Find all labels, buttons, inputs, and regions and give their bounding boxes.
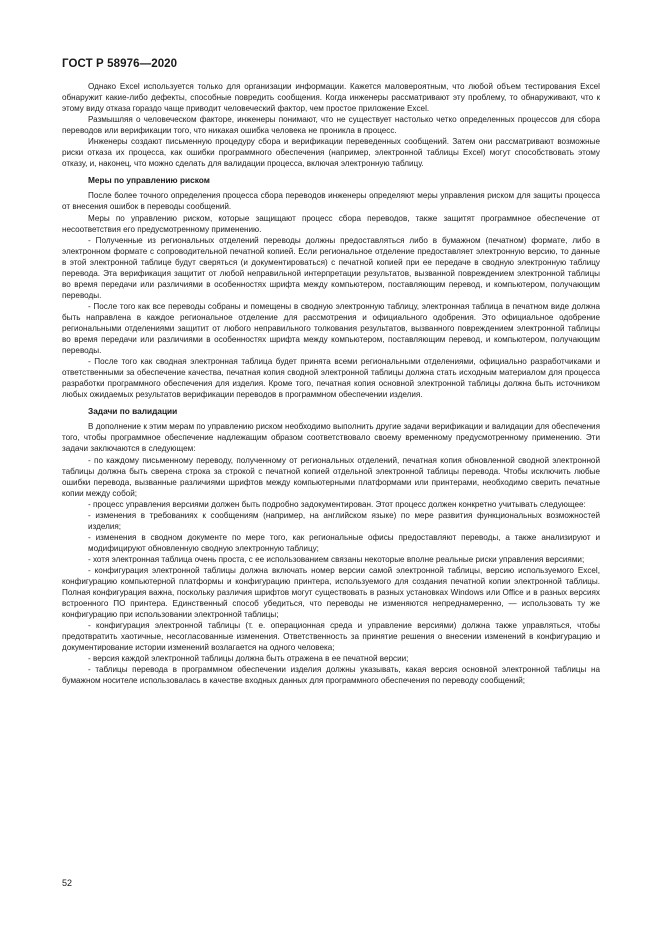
list-item: - Полученные из региональных отделений переводы должны предоставляться либо в бумажном (печатном) формате, либо в электронном формате с сопроводительной печатной копией. Если региональное отделение предоставляет электронную версию, то данные в этой электронной таблице будут сверяться (и документироваться) с печатной копией при ее передаче в сводную электронную таблицу перевода. Эта верификация защитит от любой неправильной интерпретации результатов, вызванной повреждением электронной таблицы во время передачи или различиями в особенностях шрифта между компьютером, поставляющим перевод, и компьютером, получающим переводы. [62, 235, 600, 300]
sub-list-item: - изменения в требованиях к сообщениям (например, на английском языке) по мере развития функциональных возможностей изделия; [88, 510, 600, 531]
paragraph: Однако Excel используется только для организации информации. Кажется маловероятным, что любой объем тестирования Excel обнаружит какие-либо дефекты, способные повредить сообщения. Когда инженеры рассматривают эту проблему, то обнаруживают, что к этому виду отказа гораздо чаще приводит человеческий фактор, чем простое приложение Excel. [62, 82, 600, 114]
list-item: - конфигурация электронной таблицы (т. е. операционная среда и управление версиями) должна также управляться, чтобы предотвратить хаотичные, несогласованные изменения. Ответственность за принятие решения о внесении изменений в конфигурацию и документирование истории изменений возлагается на одного человека; [62, 621, 600, 653]
page-number: 52 [62, 878, 73, 888]
list-item: - процесс управления версиями должен быть подробно задокументирован. Этот процесс должен конкретно учитывать следующее: [88, 499, 586, 509]
paragraph: Инженеры создают письменную процедуру сбора и верификации переведенных сообщений. Затем они рассматривают возможные риски отказа их процесса, как ошибки программного обеспечения (например, электронной таблицы Excel) могут способствовать этому отказу, и, наконец, что можно сделать для валидации процесса, включая электронную таблицу. [62, 137, 600, 169]
list-item: - по каждому письменному переводу, полученному от региональных отделений, печатная копия обновленной сводной электронной таблицы должна быть сверена строка за строкой с печатной копией отдельной электронной таблицы перевода. Чтобы исключить любые ошибки перевода, вызванные различиями шрифтов между компьютерными платформами или принтерами, необходимо сверить печатные копии между собой; [62, 455, 600, 498]
paragraph: После более точного определения процесса сбора переводов инженеры определяют меры управления риском для защиты процесса от внесения ошибок в переводы сообщений. [62, 191, 600, 212]
sub-list-item: - изменения в сводном документе по мере того, как региональные офисы предоставляют переводы, а также анализируют и модифицируют обновленную сводную электронную таблицу; [88, 532, 600, 553]
list-item: - хотя электронная таблица очень проста, с ее использованием связаны некоторые вполне реальные риски управления версиями; [88, 554, 585, 564]
list-item: - таблицы перевода в программном обеспечении изделия должны указывать, какая версия основной электронной таблицы на бумажном носителе использовалась в качестве входных данных для программного обеспечения по переводу сообщений; [62, 665, 600, 686]
paragraph: В дополнение к этим мерам по управлению риском необходимо выполнить другие задачи верификации и валидации для обеспечения того, чтобы программное обеспечение надлежащим образом соответствовало своему временному предусмотренному применению. Эти задачи заключаются в следующем: [62, 422, 600, 454]
list-item: - После того как сводная электронная таблица будет принята всеми региональными отделениями, официально разработчиками и ответственными за обеспечение качества, печатная копия сводной электронной таблицы должна стать исходным материалом для процесса разработки программного обеспечения для изделия. Кроме того, печатная копия основной электронной таблицы должна быть источником любых ожидаемых результатов верификации переводов в программном обеспечении изделия. [62, 357, 600, 400]
section-heading-risk: Меры по управлению риском [88, 175, 210, 186]
list-item: - версия каждой электронной таблицы должна быть отражена в ее печатной версии; [88, 654, 409, 664]
list-item: - После того как все переводы собраны и помещены в сводную электронную таблицу, электронная таблица в печатном виде должна быть направлена в каждое региональное отделение для рассмотрения и официального одобрения. Это официальное одобрение региональными отделениями защитит от любого неправильного толкования результатов, вызванного повреждением электронной таблицы во время передачи или различиями в особенностях шрифта между компьютером, поставляющим перевод, и компьютером, получающим переводы. [62, 301, 600, 356]
list-item: - конфигурация электронной таблицы должна включать номер версии самой электронной таблицы, версию используемого Excel, конфигурацию компьютерной платформы и конфигурацию принтера, используемого для создания печатной копии электронной таблицы. Полная конфигурация важна, поскольку различия шрифтов могут существовать в разных установках Windows или Office и в разных версиях встроенного ПО принтера. Единственный способ убедиться, что переводы не изменяются непреднамеренно, — использовать ту же конфигурацию при использовании электронной таблицы; [62, 565, 600, 620]
document-header: ГОСТ Р 58976—2020 [62, 58, 178, 70]
paragraph: Меры по управлению риском, которые защищают процесс сбора переводов, также защитят программное обеспечение от несоответствия его предусмотренному применению. [62, 213, 600, 234]
document-body [62, 81, 600, 686]
paragraph: Размышляя о человеческом факторе, инженеры понимают, что не существует настолько четко определенных процессов для сбора переводов или верификации того, что никакая ошибка человека не проникла в процесс. [62, 115, 600, 136]
section-heading-validation: Задачи по валидации [88, 406, 178, 417]
